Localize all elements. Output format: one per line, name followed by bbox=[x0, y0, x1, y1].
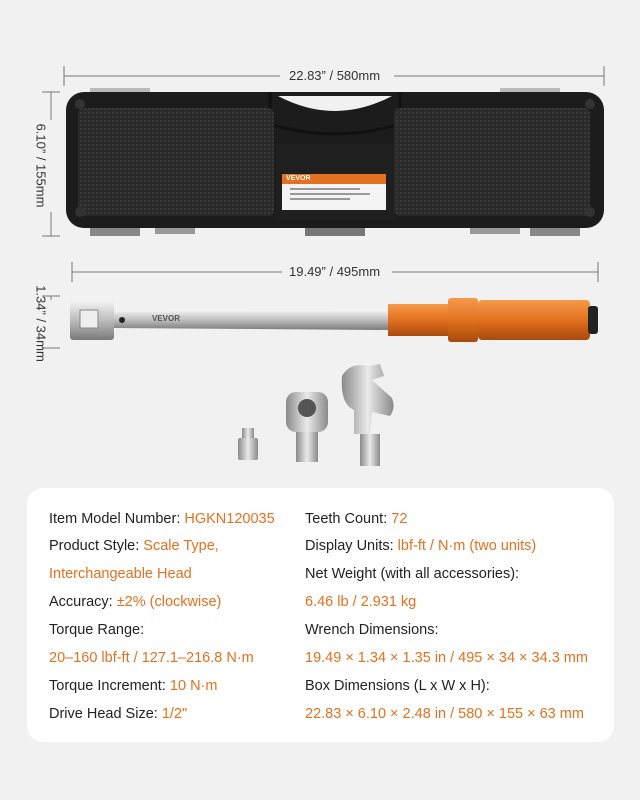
spec-wrench-dim-val bbox=[305, 650, 588, 666]
spec-torque-range bbox=[49, 622, 144, 638]
wrench-length-label: 19.49” / 495mm bbox=[289, 264, 381, 279]
adjustable-wrench-head bbox=[342, 364, 394, 466]
spec-drive-label: Drive Head Size: bbox=[49, 706, 158, 722]
spec-wrench-dim-value: 19.49 × 1.34 × 1.35 in / 495 × 34 × 34.3 mm bbox=[305, 650, 588, 666]
spec-model-label: Item Model Number: bbox=[49, 511, 181, 527]
spec-increment-label: Torque Increment: bbox=[49, 678, 166, 694]
spec-accuracy-value: ±2% (clockwise) bbox=[116, 594, 222, 610]
spec-box-dim-val bbox=[305, 706, 584, 722]
accessories bbox=[230, 358, 410, 468]
spec-wrench-dim-label: Wrench Dimensions: bbox=[305, 622, 439, 638]
torque-wrench bbox=[70, 292, 600, 352]
case-brand-logo: VEVOR bbox=[286, 175, 311, 182]
wrench-brand-logo: VEVOR bbox=[152, 314, 181, 323]
spec-increment-value: 10 N·m bbox=[169, 678, 218, 694]
spec-weight-value: 6.46 lb / 2.931 kg bbox=[305, 594, 417, 610]
spec-accuracy bbox=[49, 594, 221, 610]
spec-model-value: HGKN120035 bbox=[184, 511, 275, 527]
spec-units-value: lbf-ft / N·m (two units) bbox=[397, 538, 537, 554]
spec-accuracy-label: Accuracy: bbox=[49, 594, 113, 610]
spec-style-cont bbox=[49, 566, 192, 582]
spec-style-label: Product Style: bbox=[49, 538, 140, 554]
wrench-height-label: 1.34” / 34mm bbox=[33, 285, 49, 362]
spec-style-value-2: Interchangeable Head bbox=[49, 566, 192, 582]
spec-torque-range-label: Torque Range: bbox=[49, 622, 145, 638]
spec-style-value: Scale Type, bbox=[143, 538, 219, 554]
spec-box-dim-value: 22.83 × 6.10 × 2.48 in / 580 × 155 × 63 mm bbox=[305, 706, 584, 722]
spec-weight bbox=[305, 566, 519, 582]
spec-torque-range-val bbox=[49, 650, 254, 666]
spec-drive-value: 1/2" bbox=[161, 706, 188, 722]
case-width-label: 22.83” / 580mm bbox=[289, 68, 381, 83]
spec-style bbox=[49, 538, 219, 554]
tool-case bbox=[60, 84, 610, 240]
drive-adapter bbox=[238, 428, 258, 460]
case-height-label: 6.10” / 155mm bbox=[33, 123, 49, 208]
spec-teeth bbox=[305, 511, 407, 527]
spec-weight-val bbox=[305, 594, 416, 610]
spec-drive bbox=[49, 706, 187, 722]
spec-box-dim-label: Box Dimensions (L x W x H): bbox=[305, 678, 490, 694]
spec-box-dim bbox=[305, 678, 490, 694]
spec-weight-label: Net Weight (with all accessories): bbox=[305, 566, 520, 582]
spec-increment bbox=[49, 678, 217, 694]
spec-torque-range-value: 20–160 lbf-ft / 127.1–216.8 N·m bbox=[49, 650, 254, 666]
spec-model bbox=[49, 511, 275, 527]
ratchet-head bbox=[286, 392, 328, 462]
spec-units bbox=[305, 538, 536, 554]
spec-teeth-label: Teeth Count: bbox=[305, 511, 388, 527]
spec-units-label: Display Units: bbox=[305, 538, 394, 554]
spec-wrench-dim bbox=[305, 622, 439, 638]
spec-teeth-value: 72 bbox=[391, 511, 408, 527]
